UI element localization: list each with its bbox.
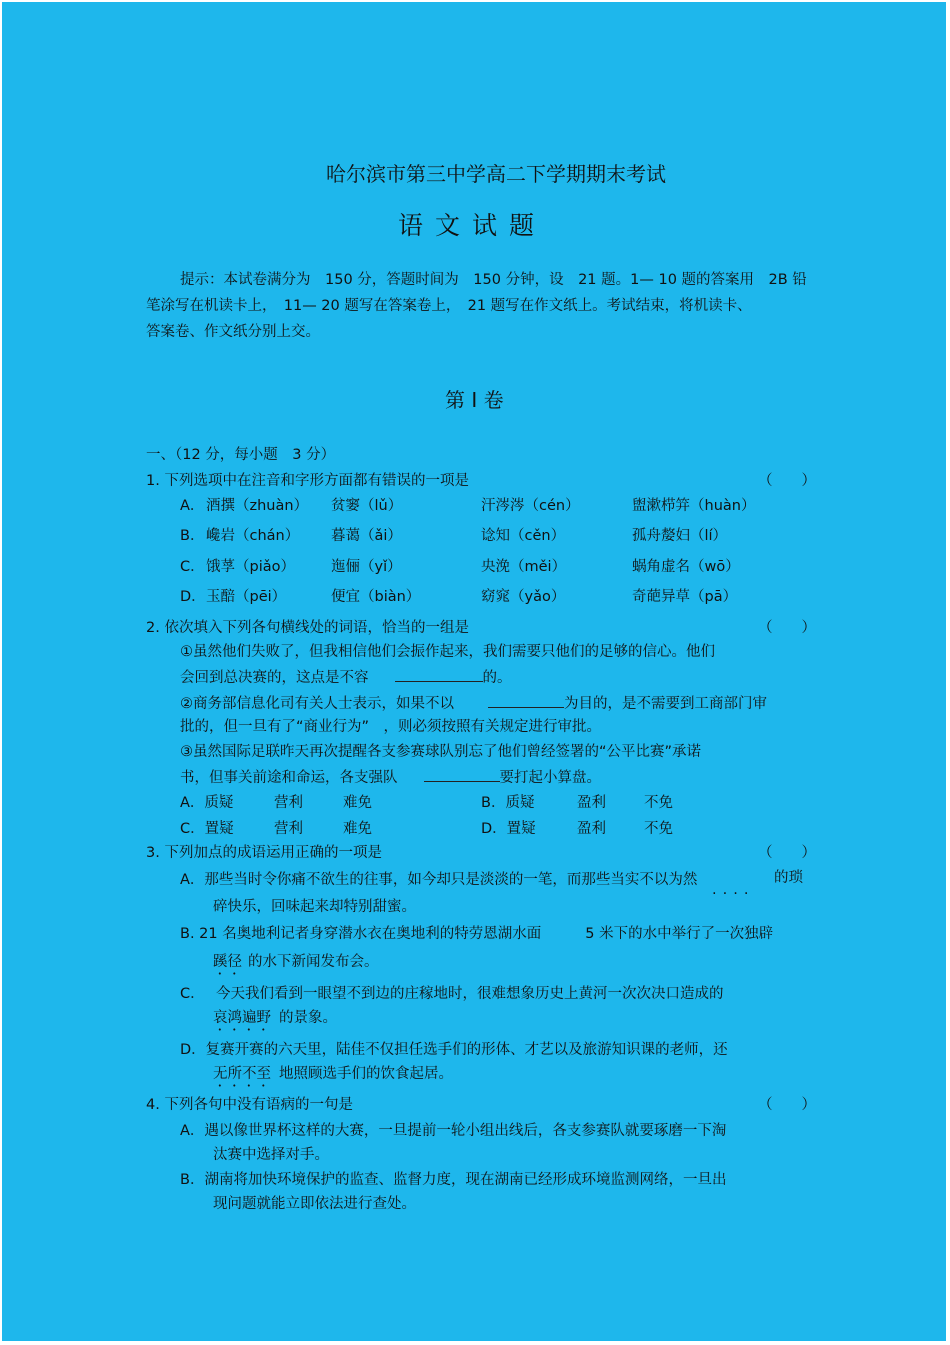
- q2-sentence-3b-post: 要打起小算盘。: [499, 770, 601, 786]
- q3-option-d-line2: [213, 1064, 453, 1090]
- q3-answer-paren: （ ）: [758, 845, 816, 861]
- q1-option-label: C．: [180, 559, 205, 575]
- q3-option-d-line1: D．复赛开赛的六天里，陆佳不仅担任选手们的形体、才艺以及旅游知识课的老师，还: [180, 1042, 728, 1058]
- q2-sentence-3a: ③虽然国际足联昨天再次提醒各支参赛球队别忘了他们曾经签署的“公平比赛”承诺: [180, 744, 702, 760]
- q1-option-item: 汗涔涔（cén）: [481, 498, 580, 514]
- note-line-2: 笔涂写在机读卡上， 11— 20 题写在答案卷上， 21 题写在作文纸上。考试结束，将机读卡、: [146, 298, 752, 314]
- q3-stem: 3. 下列加点的成语运用正确的一项是: [146, 845, 382, 861]
- q2-sentence-3b: [180, 767, 601, 788]
- q2-sentence-2b: 批的，但一旦有了“商业行为” ，则必须按照有关规定进行审批。: [180, 719, 602, 735]
- q1-option-item: 央浼（měi）: [481, 559, 567, 575]
- q2-option-b-3: 不免: [644, 795, 673, 811]
- q1-option-item: 玉醅（pēi）: [206, 589, 287, 605]
- q1-answer-paren: （ ）: [758, 473, 816, 489]
- q3-option-b-line2: [213, 952, 379, 978]
- section-heading: 一、（12 分，每小题 3 分）: [146, 447, 336, 463]
- q3-option-a-line2: 碎快乐，回味起来却特别甜蜜。: [213, 899, 416, 915]
- q1-option-item: 饿莩（piǎo）: [206, 559, 295, 575]
- q2-sentence-1a: ①虽然他们失败了，但我相信他们会振作起来，我们需要只他们的足够的信心。他们: [180, 644, 715, 660]
- volume-title: 第 Ⅰ 卷: [445, 388, 504, 412]
- q2-option-a-3: 难免: [343, 795, 372, 811]
- note-line-3: 答案卷、作文纸分别上交。: [146, 324, 320, 340]
- q2-option-a-2: 营利: [274, 795, 303, 811]
- q3-option-b-pre: B. 21 名奥地利记者身穿潜水衣在奥地利的特劳恩湖水面: [180, 926, 542, 942]
- q2-sentence-1b-post: 的。: [482, 670, 512, 686]
- q3-option-c-line1: 今天我们看到一眼望不到边的庄稼地时，很难想象历史上黄河一次次决口造成的: [216, 986, 724, 1002]
- q3-option-b-line1: [180, 924, 773, 944]
- q2-blank-1: [395, 667, 483, 682]
- exam-page: [2, 2, 946, 1341]
- q2-sentence-3b-pre: 书，但事关前途和命运，各支强队: [180, 770, 398, 786]
- q3-option-d-rest: 地照顾选手们的饮食起居。: [279, 1066, 453, 1082]
- q1-option-item: 暮蔼（ǎi）: [331, 528, 402, 544]
- q1-option-item: 蜗角虚名（wō）: [632, 559, 740, 575]
- q3-option-b-rest: 的水下新闻发布会。: [248, 954, 379, 970]
- q2-sentence-1b: [180, 667, 512, 688]
- q3-option-b-idiom: 蹊径: [213, 954, 242, 970]
- q2-option-b-1: B．质疑: [481, 795, 535, 811]
- q1-option-item: 巉岩（chán）: [206, 528, 300, 544]
- q3-option-c-idiom: 哀鸿遍野: [213, 1010, 271, 1026]
- q4-answer-paren: （ ）: [758, 1097, 816, 1113]
- subject-title: 语文试题: [398, 211, 547, 240]
- q2-sentence-2a-pre: ②商务部信息化司有关人士表示，如果不以: [180, 696, 454, 712]
- q2-option-a-1: A．质疑: [180, 795, 234, 811]
- q4-option-b-line1: B．湖南将加快环境保护的监查、监督力度，现在湖南已经形成环境监测网络，一旦出: [180, 1172, 727, 1188]
- q4-option-a-line1: A．遇以像世界杯这样的大赛，一旦提前一轮小组出线后，各支参赛队就要琢磨一下淘: [180, 1123, 727, 1139]
- q3-option-a-line1: A．那些当时令你痛不欲生的往事，如今却只是淡淡的一笔，而那些当实不以为然: [180, 872, 698, 888]
- q4-stem: 4. 下列各句中没有语病的一句是: [146, 1097, 353, 1113]
- q1-option-label: D．: [180, 589, 206, 605]
- q2-answer-paren: （ ）: [758, 620, 816, 636]
- q1-option-item: 谂知（cěn）: [481, 528, 566, 544]
- q2-option-c-3: 难免: [343, 821, 372, 837]
- q2-sentence-2a: [180, 693, 767, 714]
- q1-option-label: A．: [180, 498, 205, 514]
- q2-blank-3: [424, 767, 500, 782]
- exam-school-title: 哈尔滨市第三中学高二下学期期末考试: [326, 162, 666, 186]
- q2-option-c-2: 营利: [274, 821, 303, 837]
- q3-option-c-rest: 的景象。: [279, 1010, 337, 1026]
- q2-option-d-3: 不免: [644, 821, 673, 837]
- q1-option-item: 窈窕（yǎo）: [481, 589, 566, 605]
- q1-option-item: 便宜（biàn）: [331, 589, 421, 605]
- q2-sentence-2a-post: 为目的，是不需要到工商部门审: [564, 696, 767, 712]
- q1-option-item: 孤舟嫠妇（lí）: [632, 528, 728, 544]
- q2-option-d-2: 盈利: [577, 821, 606, 837]
- emphasis-dots: ....: [712, 882, 755, 898]
- q1-option-label: B．: [180, 528, 205, 544]
- q1-stem: 1. 下列选项中在注音和字形方面都有错误的一项是: [146, 473, 469, 489]
- note-line-1: 提示：本试卷满分为 150 分，答题时间为 150 分钟，设 21 题。1— 10 题的答案用 2B 铅: [180, 272, 807, 288]
- q1-option-item: 奇葩异草（pā）: [632, 589, 738, 605]
- q2-option-d-1: D．置疑: [481, 821, 536, 837]
- q3-option-d-idiom: 无所不至: [213, 1066, 271, 1082]
- q3-option-c-label: C．: [180, 986, 205, 1002]
- q1-option-item: 迤俪（yǐ）: [331, 559, 402, 575]
- q2-option-c-1: C．置疑: [180, 821, 234, 837]
- q4-option-a-line2: 汰赛中选择对手。: [213, 1147, 329, 1163]
- q1-option-item: 酒撰（zhuàn）: [206, 498, 309, 514]
- q1-option-item: 贫窭（lǔ）: [331, 498, 403, 514]
- q2-blank-2: [488, 693, 564, 708]
- q3-option-c-line2: [213, 1008, 337, 1034]
- q1-option-item: 盥漱栉笄（huàn）: [632, 498, 756, 514]
- q4-option-b-line2: 现问题就能立即依法进行查处。: [213, 1196, 416, 1212]
- q2-stem: 2. 依次填入下列各句横线处的词语，恰当的一组是: [146, 620, 469, 636]
- q2-option-b-2: 盈利: [577, 795, 606, 811]
- q2-sentence-1b-pre: 会回到总决赛的，这点是不容: [180, 670, 369, 686]
- q3-option-a-tail: 的琐: [774, 870, 803, 886]
- q3-option-b-post: 5 米下的水中举行了一次独辟: [585, 926, 774, 942]
